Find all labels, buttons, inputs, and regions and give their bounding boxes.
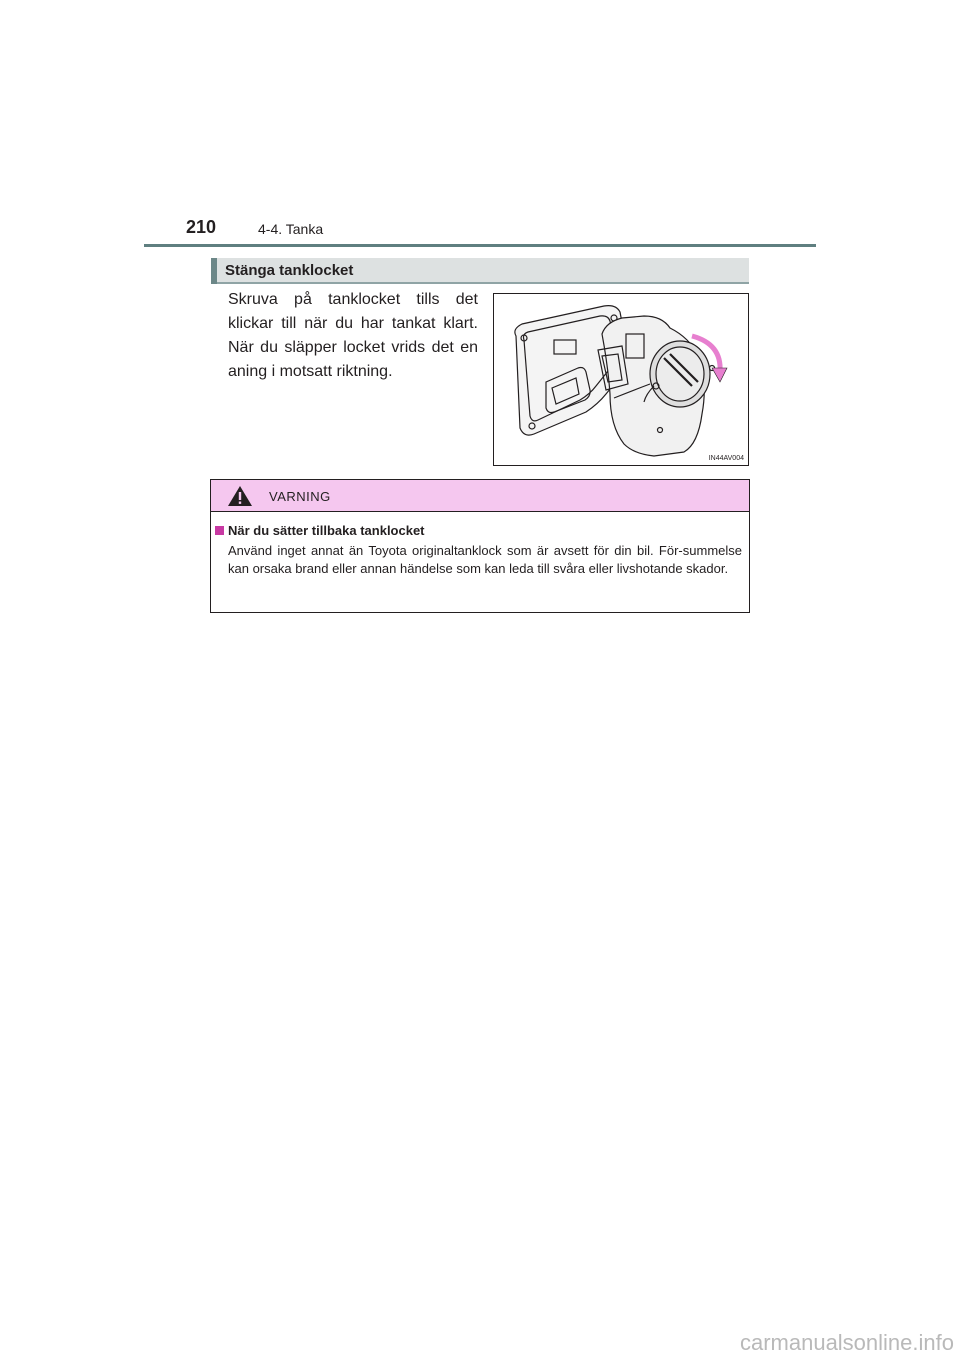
bullet-square-icon	[215, 526, 224, 535]
figure-code: IN44AV004	[708, 455, 744, 462]
page-number: 210	[186, 217, 217, 237]
section-label: 4-4. Tanka	[258, 221, 324, 237]
fuel-cap-figure	[493, 293, 749, 466]
warning-triangle-icon	[227, 485, 253, 507]
header-rule	[144, 244, 816, 247]
warning-title-row	[215, 523, 425, 538]
warning-label: VARNING	[269, 489, 331, 504]
warning-header	[211, 480, 749, 512]
warning-title: När du sätter tillbaka tanklocket	[228, 523, 425, 538]
section-heading-bar	[211, 258, 749, 284]
heading-accent	[211, 258, 217, 284]
warning-box	[210, 479, 750, 613]
watermark: carmanualsonline.info	[739, 1330, 954, 1355]
body-paragraph: Skruva på tanklocket tills det klickar till när du har tankat klart. När du släpper locket vrids det en aning i motsatt riktning.	[228, 291, 478, 380]
fuel-door-illustration	[494, 294, 748, 465]
section-heading: Stänga tanklocket	[225, 262, 354, 279]
warning-text: Använd inget annat än Toyota originaltanklock som är avsett för din bil. För-summelse kan orsaka brand eller annan händelse som kan leda till svåra eller livshotande skador.	[228, 543, 742, 576]
